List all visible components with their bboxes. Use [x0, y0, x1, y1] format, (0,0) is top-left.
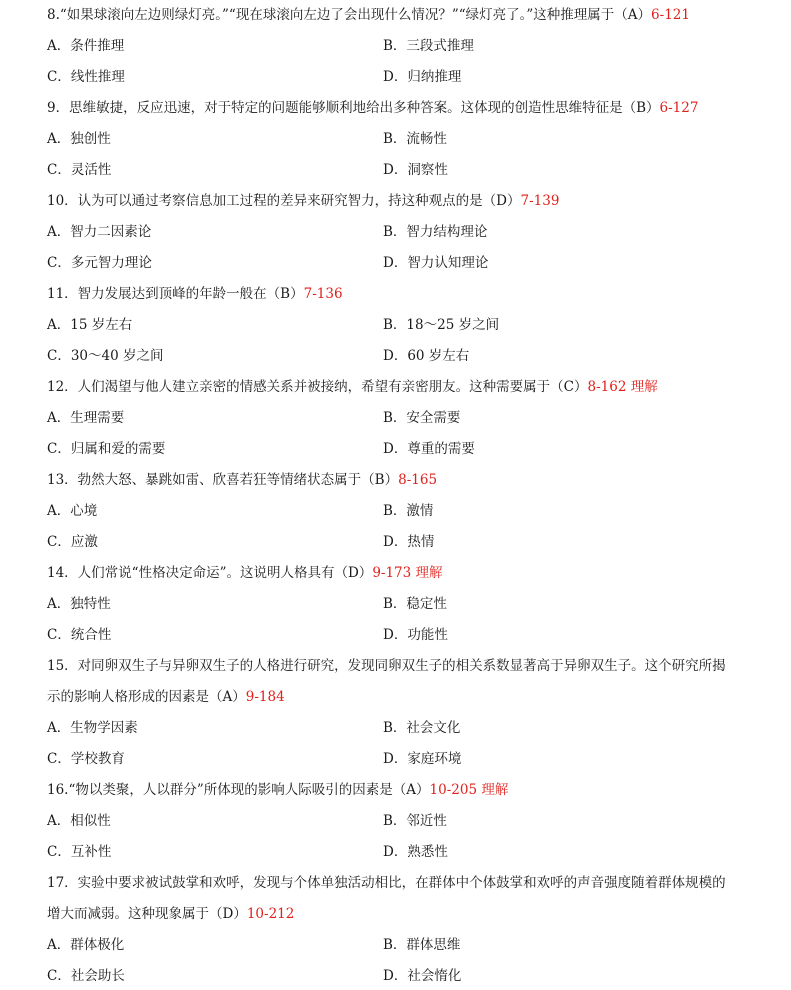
answer-option: D．归纳推理 — [383, 69, 462, 85]
answer-option: A．15 岁左右 — [47, 317, 133, 333]
question-stem — [47, 781, 761, 799]
page-reference: 7-136 — [303, 286, 343, 302]
question-stem — [47, 564, 761, 582]
page-reference: 7-139 — [520, 193, 560, 209]
answer-option: B．群体思维 — [383, 937, 461, 953]
answer-option: A．独创性 — [47, 131, 111, 147]
question-text: 15．对同卵双生子与异卵双生子的人格进行研究，发现同卵双生子的相关系数显著高于异卵双生子。这个研究所揭 — [47, 658, 726, 674]
question-stem — [47, 471, 761, 489]
question-stem — [47, 378, 761, 396]
answer-option: A．相似性 — [47, 813, 111, 829]
answer-option: D．热情 — [383, 534, 435, 550]
question-text: 11．智力发展达到顶峰的年龄一般在（B） — [47, 286, 304, 302]
question-text: 10．认为可以通过考察信息加工过程的差异来研究智力，持这种观点的是（D） — [47, 193, 521, 209]
question-stem-continued — [47, 688, 761, 706]
question-text: 示的影响人格形成的因素是（A） — [47, 689, 246, 705]
question-stem — [47, 6, 761, 24]
question-stem-continued — [47, 905, 761, 923]
answer-option: B．智力结构理论 — [383, 224, 488, 240]
question-text: 12．人们渴望与他人建立亲密的情感关系并被接纳，希望有亲密朋友。这种需要属于（C） — [47, 379, 588, 395]
question-text: 增大而减弱。这种现象属于（D） — [47, 906, 247, 922]
answer-option: C．应激 — [47, 534, 98, 550]
page-reference: 6-127 — [659, 100, 699, 116]
answer-option: C．统合性 — [47, 627, 112, 643]
question-stem — [47, 99, 761, 117]
page-reference: 10-212 — [246, 906, 295, 922]
answer-option: A．智力二因素论 — [47, 224, 152, 240]
question-stem — [47, 657, 761, 675]
page-reference: 9-184 — [245, 689, 285, 705]
page-reference: 9-173 理解 — [372, 565, 443, 581]
question-text: 9．思维敏捷，反应迅速，对于特定的问题能够顺利地给出多种答案。这体现的创造性思维特征是（B） — [47, 100, 660, 116]
page-reference: 8-162 理解 — [587, 379, 658, 395]
answer-option: D．熟悉性 — [383, 844, 448, 860]
answer-option: D．功能性 — [383, 627, 448, 643]
answer-option: A．条件推理 — [47, 38, 125, 54]
answer-option: C．灵活性 — [47, 162, 112, 178]
answer-option: C．学校教育 — [47, 751, 125, 767]
answer-option: C．线性推理 — [47, 69, 125, 85]
answer-option: A．群体极化 — [47, 937, 125, 953]
answer-option: D．洞察性 — [383, 162, 448, 178]
answer-option: A．独特性 — [47, 596, 111, 612]
question-text: 13．勃然大怒、暴跳如雷、欣喜若狂等情绪状态属于（B） — [47, 472, 399, 488]
answer-option: B．稳定性 — [383, 596, 447, 612]
answer-option: D．家庭环境 — [383, 751, 462, 767]
answer-option: B．三段式推理 — [383, 38, 474, 54]
answer-option: B．社会文化 — [383, 720, 461, 736]
answer-option: D．60 岁左右 — [383, 348, 470, 364]
answer-option: D．社会惰化 — [383, 968, 462, 984]
question-stem — [47, 285, 761, 303]
answer-option: C．30～40 岁之间 — [47, 348, 164, 364]
question-text: 17．实验中要求被试鼓掌和欢呼，发现与个体单独活动相比，在群体中个体鼓掌和欢呼的声音强度随着群体规模的 — [47, 875, 726, 891]
answer-option: C．归属和爱的需要 — [47, 441, 166, 457]
question-text: 8.“如果球滚向左边则绿灯亮。”“现在球滚向左边了会出现什么情况？”“绿灯亮了。”这种推理属于（A） — [47, 7, 652, 23]
answer-option: B．18～25 岁之间 — [383, 317, 500, 333]
answer-option: A．心境 — [47, 503, 98, 519]
answer-option: A．生物学因素 — [47, 720, 138, 736]
answer-option: C．社会助长 — [47, 968, 125, 984]
page-reference: 8-165 — [398, 472, 438, 488]
answer-option: B．邻近性 — [383, 813, 447, 829]
question-stem — [47, 874, 761, 892]
answer-option: B．安全需要 — [383, 410, 461, 426]
question-stem — [47, 192, 761, 210]
answer-option: B．流畅性 — [383, 131, 447, 147]
answer-option: C．多元智力理论 — [47, 255, 152, 271]
page-reference: 6-121 — [651, 7, 690, 23]
answer-option: C．互补性 — [47, 844, 112, 860]
question-text: 16.“物以类聚，人以群分”所体现的影响人际吸引的因素是（A） — [47, 782, 430, 798]
page-reference: 10-205 理解 — [429, 782, 509, 798]
question-text: 14．人们常说“性格决定命运”。这说明人格具有（D） — [47, 565, 373, 581]
answer-option: B．激情 — [383, 503, 434, 519]
answer-option: A．生理需要 — [47, 410, 125, 426]
answer-option: D．智力认知理论 — [383, 255, 489, 271]
answer-option: D．尊重的需要 — [383, 441, 475, 457]
